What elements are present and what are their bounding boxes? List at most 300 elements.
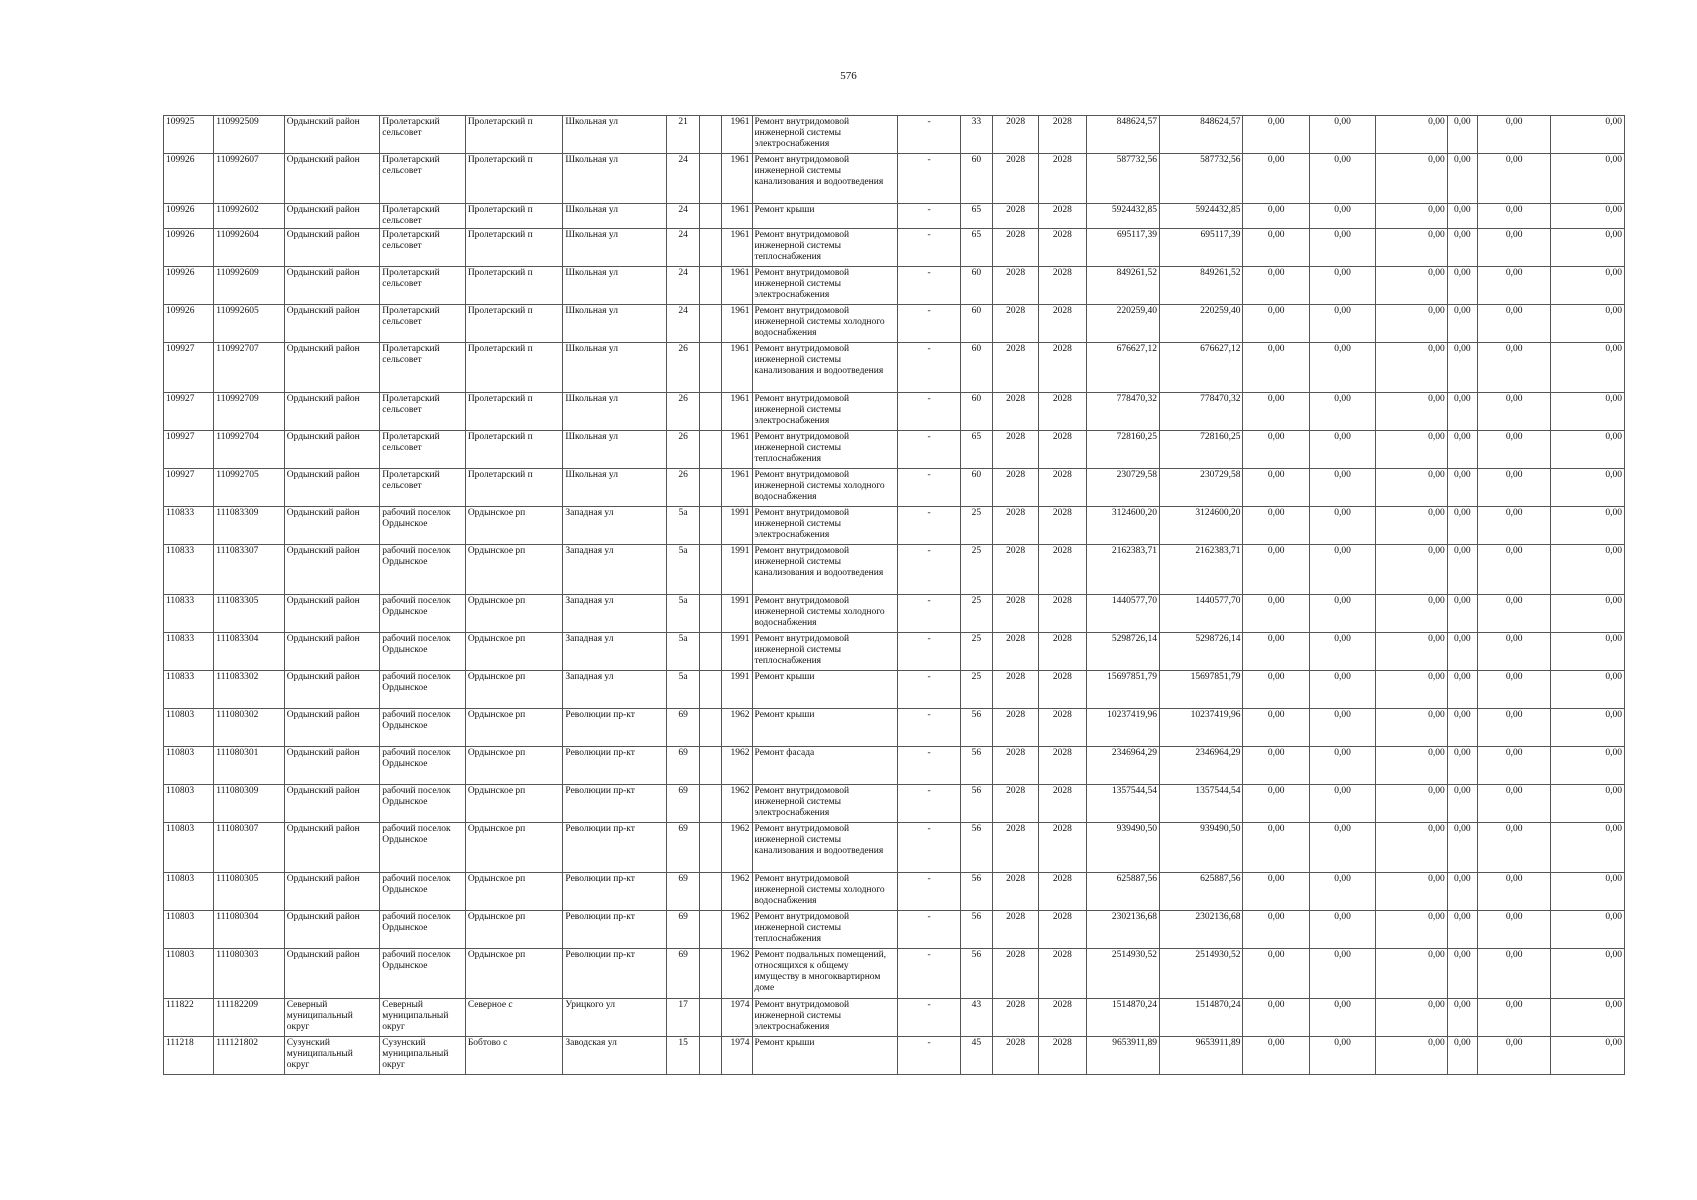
cell-cost-col20: 0,00 <box>1447 267 1477 305</box>
cell-house-number: 15 <box>667 1037 700 1075</box>
cell-cost-fund: 695117,39 <box>1159 229 1243 267</box>
cell-wear-percent: 56 <box>960 823 992 873</box>
cell-plan-year-start: 2028 <box>992 154 1038 204</box>
cell-cost-col20: 0,00 <box>1447 431 1477 469</box>
cell-cost-col21: 0,00 <box>1477 343 1550 393</box>
cell-district: Ордынский район <box>284 154 380 204</box>
cell-street: Школьная ул <box>563 116 667 154</box>
cell-house-id: 110803 <box>164 949 214 999</box>
cell-cost-col21: 0,00 <box>1477 949 1550 999</box>
cell-plan-year-start: 2028 <box>992 469 1038 507</box>
cell-cost-col19: 0,00 <box>1376 343 1447 393</box>
table-row <box>164 431 1625 469</box>
cell-street: Школьная ул <box>563 229 667 267</box>
cell-cost-col18: 0,00 <box>1309 911 1375 949</box>
cell-year-built: 1962 <box>722 911 752 949</box>
cell-municipality: Пролетарский сельсовет <box>380 267 466 305</box>
cell-cost-col18: 0,00 <box>1309 709 1375 747</box>
cell-district: Ордынский район <box>284 305 380 343</box>
cell-year-built: 1961 <box>722 431 752 469</box>
cell-cost-fund: 1440577,70 <box>1159 595 1243 633</box>
cell-unit: - <box>898 747 960 785</box>
cell-cost-col21: 0,00 <box>1477 873 1550 911</box>
cell-settlement: Пролетарский п <box>465 204 563 229</box>
cell-unit: - <box>898 823 960 873</box>
cell-plan-year-end: 2028 <box>1039 747 1086 785</box>
cell-total-cost: 939490,50 <box>1086 823 1159 873</box>
cell-work-type: Ремонт внутридомовой инженерной системы теплоснабжения <box>752 911 898 949</box>
cell-work-type: Ремонт крыши <box>752 1037 898 1075</box>
cell-plan-year-end: 2028 <box>1039 595 1086 633</box>
cell-municipality: Пролетарский сельсовет <box>380 305 466 343</box>
cell-municipality: Пролетарский сельсовет <box>380 204 466 229</box>
cell-cost-fund: 1357544,54 <box>1159 785 1243 823</box>
cell-wear-percent: 56 <box>960 709 992 747</box>
cell-district: Ордынский район <box>284 507 380 545</box>
cell-cost-col19: 0,00 <box>1376 204 1447 229</box>
cell-settlement: Северное с <box>465 999 563 1037</box>
cell-house-number: 69 <box>667 785 700 823</box>
cell-district: Ордынский район <box>284 911 380 949</box>
cell-cost-col22: 0,00 <box>1551 785 1625 823</box>
cell-building <box>700 469 722 507</box>
cell-total-cost: 220259,40 <box>1086 305 1159 343</box>
cell-building <box>700 595 722 633</box>
cell-wear-percent: 25 <box>960 507 992 545</box>
cell-cost-col21: 0,00 <box>1477 267 1550 305</box>
cell-plan-year-end: 2028 <box>1039 633 1086 671</box>
cell-cost-col21: 0,00 <box>1477 633 1550 671</box>
cell-cost-col18: 0,00 <box>1309 393 1375 431</box>
cell-wear-percent: 43 <box>960 999 992 1037</box>
cell-house-id: 110833 <box>164 595 214 633</box>
cell-cost-col20: 0,00 <box>1447 154 1477 204</box>
cell-total-cost: 5298726,14 <box>1086 633 1159 671</box>
cell-plan-year-start: 2028 <box>992 911 1038 949</box>
cell-cost-col20: 0,00 <box>1447 393 1477 431</box>
cell-year-built: 1962 <box>722 949 752 999</box>
cell-street: Школьная ул <box>563 343 667 393</box>
cell-house-number: 5а <box>667 671 700 709</box>
cell-cost-col17: 0,00 <box>1243 709 1309 747</box>
cell-plan-year-end: 2028 <box>1039 785 1086 823</box>
cell-district: Северный муниципальный округ <box>284 999 380 1037</box>
cell-cost-col20: 0,00 <box>1447 595 1477 633</box>
cell-house-number: 17 <box>667 999 700 1037</box>
cell-cost-col19: 0,00 <box>1376 999 1447 1037</box>
cell-unit: - <box>898 507 960 545</box>
cell-cost-col22: 0,00 <box>1551 154 1625 204</box>
cell-house-number: 26 <box>667 393 700 431</box>
table-row <box>164 507 1625 545</box>
table-row <box>164 823 1625 873</box>
cell-district: Ордынский район <box>284 204 380 229</box>
cell-work-type: Ремонт внутридомовой инженерной системы холодного водоснабжения <box>752 873 898 911</box>
cell-cost-fund: 728160,25 <box>1159 431 1243 469</box>
cell-work-id: 110992609 <box>214 267 284 305</box>
cell-house-id: 111218 <box>164 1037 214 1075</box>
cell-year-built: 1961 <box>722 229 752 267</box>
cell-settlement: Ордынское рп <box>465 949 563 999</box>
cell-municipality: Пролетарский сельсовет <box>380 343 466 393</box>
cell-work-id: 111080302 <box>214 709 284 747</box>
cell-street: Революции пр-кт <box>563 785 667 823</box>
cell-district: Ордынский район <box>284 823 380 873</box>
cell-year-built: 1962 <box>722 785 752 823</box>
cell-work-id: 111080309 <box>214 785 284 823</box>
cell-cost-col17: 0,00 <box>1243 116 1309 154</box>
cell-cost-fund: 15697851,79 <box>1159 671 1243 709</box>
cell-work-type: Ремонт внутридомовой инженерной системы теплоснабжения <box>752 633 898 671</box>
cell-cost-col18: 0,00 <box>1309 785 1375 823</box>
cell-cost-col18: 0,00 <box>1309 305 1375 343</box>
cell-wear-percent: 65 <box>960 229 992 267</box>
cell-house-id: 110803 <box>164 709 214 747</box>
cell-work-id: 111080303 <box>214 949 284 999</box>
cell-street: Западная ул <box>563 545 667 595</box>
cell-cost-col21: 0,00 <box>1477 229 1550 267</box>
cell-building <box>700 545 722 595</box>
cell-plan-year-start: 2028 <box>992 999 1038 1037</box>
cell-house-id: 109927 <box>164 343 214 393</box>
cell-work-id: 111080301 <box>214 747 284 785</box>
cell-work-id: 110992604 <box>214 229 284 267</box>
cell-wear-percent: 60 <box>960 154 992 204</box>
cell-cost-fund: 848624,57 <box>1159 116 1243 154</box>
cell-unit: - <box>898 267 960 305</box>
cell-settlement: Ордынское рп <box>465 911 563 949</box>
cell-cost-col20: 0,00 <box>1447 1037 1477 1075</box>
cell-house-number: 69 <box>667 911 700 949</box>
cell-cost-col21: 0,00 <box>1477 116 1550 154</box>
cell-cost-col18: 0,00 <box>1309 949 1375 999</box>
cell-total-cost: 230729,58 <box>1086 469 1159 507</box>
cell-cost-col21: 0,00 <box>1477 747 1550 785</box>
cell-cost-col18: 0,00 <box>1309 999 1375 1037</box>
cell-plan-year-start: 2028 <box>992 709 1038 747</box>
cell-cost-col22: 0,00 <box>1551 823 1625 873</box>
cell-cost-fund: 2302136,68 <box>1159 911 1243 949</box>
cell-cost-col21: 0,00 <box>1477 393 1550 431</box>
cell-year-built: 1962 <box>722 823 752 873</box>
cell-house-id: 110833 <box>164 507 214 545</box>
cell-cost-col21: 0,00 <box>1477 671 1550 709</box>
cell-building <box>700 229 722 267</box>
table-row <box>164 229 1625 267</box>
cell-house-number: 21 <box>667 116 700 154</box>
cell-settlement: Пролетарский п <box>465 305 563 343</box>
cell-work-type: Ремонт внутридомовой инженерной системы электроснабжения <box>752 507 898 545</box>
cell-cost-col19: 0,00 <box>1376 595 1447 633</box>
cell-cost-col18: 0,00 <box>1309 873 1375 911</box>
cell-building <box>700 873 722 911</box>
cell-municipality: Пролетарский сельсовет <box>380 154 466 204</box>
cell-year-built: 1962 <box>722 747 752 785</box>
cell-cost-col22: 0,00 <box>1551 671 1625 709</box>
cell-work-id: 111080305 <box>214 873 284 911</box>
cell-settlement: Пролетарский п <box>465 267 563 305</box>
cell-house-number: 24 <box>667 267 700 305</box>
cell-wear-percent: 45 <box>960 1037 992 1075</box>
cell-year-built: 1961 <box>722 343 752 393</box>
cell-cost-fund: 3124600,20 <box>1159 507 1243 545</box>
cell-plan-year-start: 2028 <box>992 823 1038 873</box>
cell-plan-year-end: 2028 <box>1039 545 1086 595</box>
cell-unit: - <box>898 671 960 709</box>
cell-plan-year-start: 2028 <box>992 229 1038 267</box>
cell-house-number: 26 <box>667 469 700 507</box>
cell-work-id: 110992605 <box>214 305 284 343</box>
cell-cost-col17: 0,00 <box>1243 545 1309 595</box>
cell-building <box>700 305 722 343</box>
cell-total-cost: 9653911,89 <box>1086 1037 1159 1075</box>
cell-year-built: 1962 <box>722 873 752 911</box>
cell-cost-col18: 0,00 <box>1309 229 1375 267</box>
cell-cost-col19: 0,00 <box>1376 747 1447 785</box>
cell-cost-col19: 0,00 <box>1376 633 1447 671</box>
cell-cost-col22: 0,00 <box>1551 873 1625 911</box>
cell-cost-fund: 2514930,52 <box>1159 949 1243 999</box>
cell-settlement: Ордынское рп <box>465 823 563 873</box>
cell-district: Ордынский район <box>284 116 380 154</box>
cell-work-type: Ремонт внутридомовой инженерной системы холодного водоснабжения <box>752 595 898 633</box>
cell-district: Ордынский район <box>284 343 380 393</box>
cell-cost-col18: 0,00 <box>1309 204 1375 229</box>
cell-settlement: Ордынское рп <box>465 709 563 747</box>
cell-plan-year-end: 2028 <box>1039 999 1086 1037</box>
cell-cost-col20: 0,00 <box>1447 873 1477 911</box>
cell-total-cost: 676627,12 <box>1086 343 1159 393</box>
cell-house-number: 69 <box>667 709 700 747</box>
cell-house-id: 109927 <box>164 469 214 507</box>
cell-total-cost: 3124600,20 <box>1086 507 1159 545</box>
cell-work-type: Ремонт внутридомовой инженерной системы канализования и водоотведения <box>752 343 898 393</box>
cell-work-id: 110992704 <box>214 431 284 469</box>
table-row <box>164 671 1625 709</box>
cell-house-id: 110803 <box>164 873 214 911</box>
cell-street: Школьная ул <box>563 154 667 204</box>
cell-street: Революции пр-кт <box>563 709 667 747</box>
cell-wear-percent: 60 <box>960 469 992 507</box>
cell-cost-col18: 0,00 <box>1309 671 1375 709</box>
cell-house-id: 109926 <box>164 305 214 343</box>
cell-year-built: 1961 <box>722 305 752 343</box>
cell-unit: - <box>898 545 960 595</box>
cell-building <box>700 343 722 393</box>
table-row <box>164 747 1625 785</box>
cell-cost-col22: 0,00 <box>1551 709 1625 747</box>
cell-unit: - <box>898 204 960 229</box>
cell-building <box>700 116 722 154</box>
cell-plan-year-end: 2028 <box>1039 204 1086 229</box>
cell-district: Ордынский район <box>284 595 380 633</box>
cell-cost-col22: 0,00 <box>1551 999 1625 1037</box>
cell-street: Школьная ул <box>563 431 667 469</box>
cell-plan-year-end: 2028 <box>1039 873 1086 911</box>
cell-cost-col19: 0,00 <box>1376 949 1447 999</box>
table-row <box>164 204 1625 229</box>
cell-settlement: Ордынское рп <box>465 785 563 823</box>
cell-cost-fund: 625887,56 <box>1159 873 1243 911</box>
cell-plan-year-start: 2028 <box>992 343 1038 393</box>
cell-work-id: 110992607 <box>214 154 284 204</box>
cell-unit: - <box>898 469 960 507</box>
cell-cost-col17: 0,00 <box>1243 949 1309 999</box>
cell-cost-col17: 0,00 <box>1243 785 1309 823</box>
cell-house-number: 26 <box>667 343 700 393</box>
cell-work-id: 111083305 <box>214 595 284 633</box>
cell-cost-col17: 0,00 <box>1243 154 1309 204</box>
cell-plan-year-end: 2028 <box>1039 154 1086 204</box>
cell-unit: - <box>898 633 960 671</box>
cell-district: Ордынский район <box>284 545 380 595</box>
cell-total-cost: 1440577,70 <box>1086 595 1159 633</box>
cell-street: Революции пр-кт <box>563 873 667 911</box>
cell-municipality: рабочий поселок Ордынское <box>380 823 466 873</box>
cell-cost-col19: 0,00 <box>1376 1037 1447 1075</box>
cell-plan-year-start: 2028 <box>992 747 1038 785</box>
cell-work-id: 111083309 <box>214 507 284 545</box>
cell-district: Ордынский район <box>284 267 380 305</box>
cell-year-built: 1961 <box>722 204 752 229</box>
cell-house-id: 110803 <box>164 823 214 873</box>
cell-cost-col19: 0,00 <box>1376 267 1447 305</box>
cell-house-id: 110833 <box>164 671 214 709</box>
cell-house-id: 109926 <box>164 267 214 305</box>
page-number: 576 <box>840 70 857 82</box>
cell-year-built: 1961 <box>722 267 752 305</box>
cell-work-type: Ремонт подвальных помещений, относящихся к общему имуществу в многоквартирном доме <box>752 949 898 999</box>
cell-wear-percent: 25 <box>960 671 992 709</box>
cell-cost-col19: 0,00 <box>1376 393 1447 431</box>
cell-plan-year-start: 2028 <box>992 873 1038 911</box>
cell-house-number: 5а <box>667 595 700 633</box>
cell-house-id: 109926 <box>164 154 214 204</box>
cell-building <box>700 671 722 709</box>
table-row <box>164 343 1625 393</box>
cell-street: Школьная ул <box>563 393 667 431</box>
cell-building <box>700 911 722 949</box>
cell-municipality: рабочий поселок Ордынское <box>380 595 466 633</box>
cell-cost-col20: 0,00 <box>1447 785 1477 823</box>
cell-year-built: 1991 <box>722 633 752 671</box>
cell-work-type: Ремонт внутридомовой инженерной системы электроснабжения <box>752 785 898 823</box>
cell-settlement: Пролетарский п <box>465 469 563 507</box>
cell-cost-col22: 0,00 <box>1551 633 1625 671</box>
cell-building <box>700 507 722 545</box>
cell-work-id: 111080307 <box>214 823 284 873</box>
cell-cost-col21: 0,00 <box>1477 823 1550 873</box>
cell-plan-year-end: 2028 <box>1039 305 1086 343</box>
cell-wear-percent: 25 <box>960 633 992 671</box>
cell-cost-col17: 0,00 <box>1243 747 1309 785</box>
cell-plan-year-start: 2028 <box>992 305 1038 343</box>
cell-wear-percent: 60 <box>960 305 992 343</box>
cell-total-cost: 10237419,96 <box>1086 709 1159 747</box>
cell-total-cost: 848624,57 <box>1086 116 1159 154</box>
cell-settlement: Пролетарский п <box>465 431 563 469</box>
cell-plan-year-start: 2028 <box>992 267 1038 305</box>
cell-total-cost: 587732,56 <box>1086 154 1159 204</box>
cell-building <box>700 823 722 873</box>
cell-settlement: Ордынское рп <box>465 747 563 785</box>
cell-cost-col20: 0,00 <box>1447 671 1477 709</box>
cell-house-id: 109927 <box>164 431 214 469</box>
cell-cost-col17: 0,00 <box>1243 823 1309 873</box>
cell-total-cost: 778470,32 <box>1086 393 1159 431</box>
cell-total-cost: 1514870,24 <box>1086 999 1159 1037</box>
cell-cost-col19: 0,00 <box>1376 116 1447 154</box>
cell-cost-col20: 0,00 <box>1447 911 1477 949</box>
cell-street: Революции пр-кт <box>563 949 667 999</box>
cell-total-cost: 728160,25 <box>1086 431 1159 469</box>
cell-cost-col18: 0,00 <box>1309 633 1375 671</box>
cell-cost-col17: 0,00 <box>1243 595 1309 633</box>
cell-municipality: рабочий поселок Ордынское <box>380 785 466 823</box>
cell-work-id: 111083307 <box>214 545 284 595</box>
cell-cost-col19: 0,00 <box>1376 154 1447 204</box>
cell-unit: - <box>898 785 960 823</box>
cell-plan-year-end: 2028 <box>1039 229 1086 267</box>
cell-municipality: рабочий поселок Ордынское <box>380 747 466 785</box>
cell-total-cost: 849261,52 <box>1086 267 1159 305</box>
cell-year-built: 1961 <box>722 393 752 431</box>
cell-plan-year-start: 2028 <box>992 393 1038 431</box>
cell-municipality: рабочий поселок Ордынское <box>380 709 466 747</box>
cell-cost-col17: 0,00 <box>1243 229 1309 267</box>
cell-wear-percent: 60 <box>960 393 992 431</box>
cell-cost-fund: 849261,52 <box>1159 267 1243 305</box>
cell-building <box>700 633 722 671</box>
cell-cost-col22: 0,00 <box>1551 305 1625 343</box>
cell-house-number: 24 <box>667 305 700 343</box>
cell-house-number: 69 <box>667 949 700 999</box>
cell-building <box>700 267 722 305</box>
cell-street: Западная ул <box>563 595 667 633</box>
cell-municipality: рабочий поселок Ордынское <box>380 545 466 595</box>
cell-plan-year-end: 2028 <box>1039 431 1086 469</box>
cell-work-type: Ремонт внутридомовой инженерной системы холодного водоснабжения <box>752 469 898 507</box>
table-row <box>164 873 1625 911</box>
cell-cost-col19: 0,00 <box>1376 671 1447 709</box>
cell-cost-col19: 0,00 <box>1376 785 1447 823</box>
cell-cost-col18: 0,00 <box>1309 343 1375 393</box>
table-row <box>164 154 1625 204</box>
cell-cost-col21: 0,00 <box>1477 507 1550 545</box>
cell-municipality: рабочий поселок Ордынское <box>380 949 466 999</box>
cell-total-cost: 5924432,85 <box>1086 204 1159 229</box>
cell-unit: - <box>898 229 960 267</box>
cell-house-number: 69 <box>667 873 700 911</box>
cell-wear-percent: 33 <box>960 116 992 154</box>
cell-cost-col17: 0,00 <box>1243 1037 1309 1075</box>
cell-plan-year-start: 2028 <box>992 633 1038 671</box>
cell-cost-col22: 0,00 <box>1551 507 1625 545</box>
cell-cost-col21: 0,00 <box>1477 595 1550 633</box>
cell-year-built: 1991 <box>722 595 752 633</box>
cell-cost-col18: 0,00 <box>1309 469 1375 507</box>
cell-district: Ордынский район <box>284 747 380 785</box>
cell-district: Ордынский район <box>284 873 380 911</box>
cell-work-type: Ремонт внутридомовой инженерной системы канализования и водоотведения <box>752 154 898 204</box>
cell-building <box>700 709 722 747</box>
cell-unit: - <box>898 595 960 633</box>
cell-wear-percent: 25 <box>960 595 992 633</box>
cell-total-cost: 695117,39 <box>1086 229 1159 267</box>
cell-cost-col19: 0,00 <box>1376 469 1447 507</box>
cell-settlement: Бобтово с <box>465 1037 563 1075</box>
cell-cost-col19: 0,00 <box>1376 823 1447 873</box>
